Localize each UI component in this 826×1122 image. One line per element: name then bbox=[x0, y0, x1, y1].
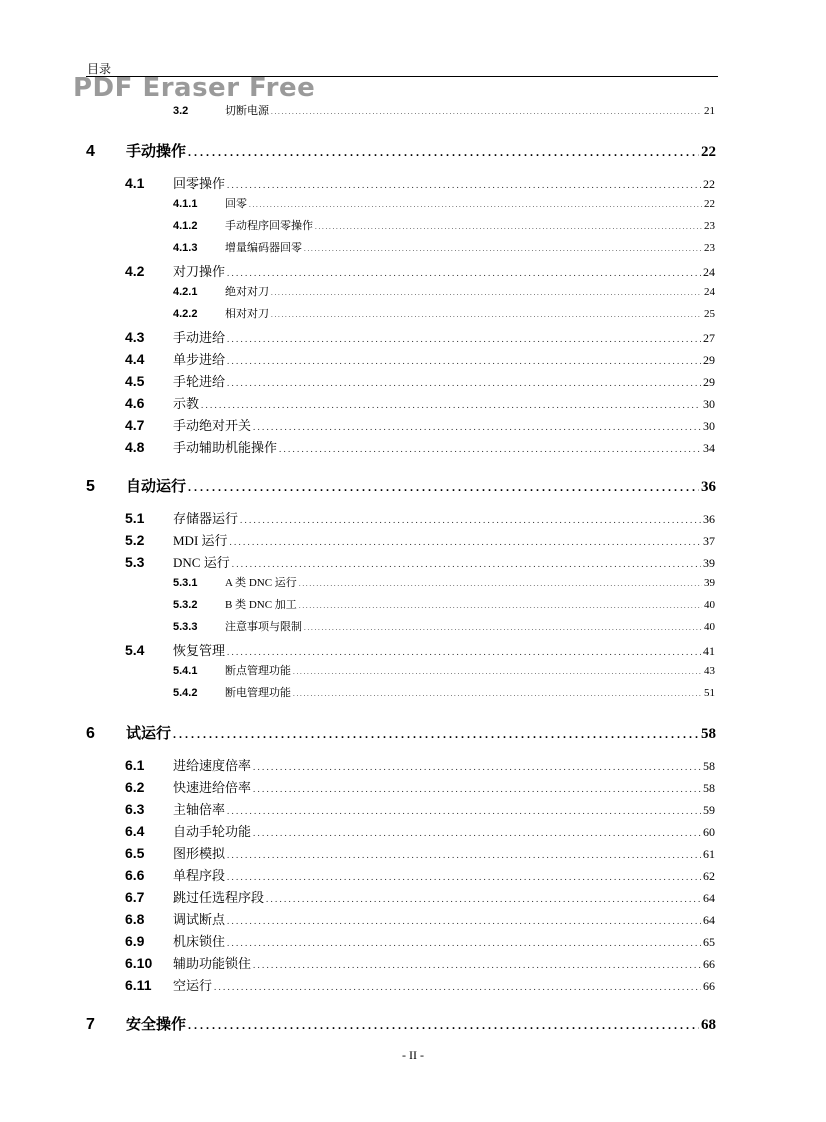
toc-entry-page: 36 bbox=[703, 512, 715, 526]
toc-entry[interactable] bbox=[125, 437, 715, 456]
toc-dot-leader bbox=[188, 480, 699, 495]
toc-entry-number: 4.1.2 bbox=[173, 220, 198, 232]
toc-entry-title: 自动手轮功能 bbox=[173, 824, 252, 839]
toc-entry[interactable] bbox=[86, 140, 716, 161]
toc-entry[interactable] bbox=[125, 777, 715, 796]
toc-entry[interactable] bbox=[125, 887, 715, 906]
toc-entry-number: 6.8 bbox=[125, 911, 145, 927]
toc-entry-number: 6.10 bbox=[125, 955, 153, 971]
toc-entry-page: 29 bbox=[703, 353, 715, 367]
header-label: 目录 bbox=[87, 62, 112, 76]
toc-entry-page: 60 bbox=[703, 825, 715, 839]
toc-entry-title: 示教 bbox=[173, 396, 200, 411]
toc-dot-leader bbox=[271, 108, 702, 116]
toc-entry-title: 调试断点 bbox=[173, 912, 226, 927]
toc-entry-page: 43 bbox=[704, 665, 715, 677]
toc-entry-number: 4.2.2 bbox=[173, 308, 198, 320]
toc-dot-leader bbox=[299, 580, 702, 588]
toc-entry-page: 22 bbox=[701, 144, 716, 160]
toc-entry[interactable] bbox=[173, 305, 715, 321]
toc-entry-title: 切断电源 bbox=[225, 105, 269, 117]
toc-entry-page: 66 bbox=[703, 957, 715, 971]
toc-dot-leader bbox=[232, 559, 701, 569]
toc-dot-leader bbox=[227, 180, 701, 190]
toc-entry-title: DNC 运行 bbox=[173, 555, 230, 570]
toc-entry-title: 手动进给 bbox=[173, 330, 226, 345]
toc-entry[interactable] bbox=[173, 662, 715, 678]
toc-entry-title: 试运行 bbox=[126, 724, 172, 742]
toc-entry-number: 7 bbox=[86, 1016, 95, 1033]
toc-entry-title: 对刀操作 bbox=[173, 264, 226, 279]
toc-entry[interactable] bbox=[173, 574, 715, 590]
toc-entry-number: 5.3 bbox=[125, 554, 145, 570]
toc-entry-page: 61 bbox=[703, 847, 715, 861]
toc-entry-title: 空运行 bbox=[173, 978, 213, 993]
toc-entry-page: 21 bbox=[704, 105, 715, 117]
toc-entry[interactable] bbox=[173, 217, 715, 233]
toc-dot-leader bbox=[227, 647, 701, 657]
toc-entry[interactable] bbox=[125, 173, 715, 192]
toc-entry-title: 注意事项与限制 bbox=[225, 621, 302, 633]
toc-entry[interactable] bbox=[125, 755, 715, 774]
toc-entry-title: 自动运行 bbox=[126, 477, 187, 495]
toc-entry-title: 相对对刀 bbox=[225, 308, 269, 320]
toc-entry-number: 4.4 bbox=[125, 351, 145, 367]
toc-dot-leader bbox=[227, 850, 701, 860]
toc-entry-page: 30 bbox=[703, 419, 715, 433]
toc-dot-leader bbox=[315, 223, 702, 231]
toc-entry-number: 3.2 bbox=[173, 105, 189, 117]
toc-entry-page: 25 bbox=[704, 308, 715, 320]
toc-entry-page: 34 bbox=[703, 441, 715, 455]
toc-entry-page: 39 bbox=[704, 577, 715, 589]
toc-dot-leader bbox=[249, 201, 702, 209]
toc-dot-leader bbox=[266, 894, 701, 904]
toc-dot-leader bbox=[227, 334, 701, 344]
toc-entry-page: 24 bbox=[704, 286, 715, 298]
toc-entry-page: 37 bbox=[703, 534, 715, 548]
toc-entry[interactable] bbox=[173, 239, 715, 255]
toc-entry-number: 6.5 bbox=[125, 845, 145, 861]
toc-entry-title: 回零操作 bbox=[173, 176, 226, 191]
toc-entry-page: 68 bbox=[701, 1017, 716, 1033]
toc-entry-title: 手动操作 bbox=[126, 142, 187, 160]
toc-dot-leader bbox=[253, 960, 701, 970]
toc-entry-title: 回零 bbox=[225, 198, 247, 210]
toc-entry[interactable] bbox=[173, 618, 715, 634]
toc-entry-title: 手动程序回零操作 bbox=[225, 220, 313, 232]
toc-entry[interactable] bbox=[125, 371, 715, 390]
toc-dot-leader bbox=[227, 916, 701, 926]
toc-entry[interactable] bbox=[125, 843, 715, 862]
toc-entry-page: 58 bbox=[701, 726, 716, 742]
toc-entry-number: 6.7 bbox=[125, 889, 145, 905]
toc-dot-leader bbox=[253, 828, 701, 838]
toc-entry-number: 6.2 bbox=[125, 779, 145, 795]
toc-entry-number: 6 bbox=[86, 725, 95, 742]
toc-dot-leader bbox=[293, 690, 702, 698]
toc-entry-title: 增量编码器回零 bbox=[225, 242, 302, 254]
toc-entry[interactable] bbox=[173, 102, 715, 118]
toc-entry-title: MDI 运行 bbox=[173, 533, 228, 548]
toc-entry-title: 单程序段 bbox=[173, 868, 226, 883]
toc-entry-page: 59 bbox=[703, 803, 715, 817]
toc-entry-number: 5.4.1 bbox=[173, 665, 198, 677]
toc-entry[interactable] bbox=[173, 283, 715, 299]
toc-entry-number: 6.3 bbox=[125, 801, 145, 817]
toc-dot-leader bbox=[253, 784, 701, 794]
toc-entry[interactable] bbox=[125, 393, 715, 412]
toc-dot-leader bbox=[293, 668, 702, 676]
toc-entry-title: A 类 DNC 运行 bbox=[225, 577, 297, 589]
toc-entry-number: 4.2.1 bbox=[173, 286, 198, 298]
toc-entry-number: 5.3.2 bbox=[173, 599, 198, 611]
toc-entry-page: 22 bbox=[704, 198, 715, 210]
toc-entry-number: 4 bbox=[86, 143, 95, 160]
toc-entry-page: 24 bbox=[703, 265, 715, 279]
toc-entry-number: 4.1.3 bbox=[173, 242, 198, 254]
toc-entry[interactable] bbox=[125, 327, 715, 346]
toc-entry[interactable] bbox=[125, 415, 715, 434]
toc-dot-leader bbox=[227, 268, 701, 278]
footer-page-number: - II - bbox=[402, 1048, 424, 1062]
toc-entry-title: 绝对对刀 bbox=[225, 286, 269, 298]
toc-entry[interactable] bbox=[125, 508, 715, 527]
toc-entry-page: 36 bbox=[701, 479, 716, 495]
toc-entry-number: 4.5 bbox=[125, 373, 145, 389]
toc-entry[interactable] bbox=[125, 865, 715, 884]
toc-entry-number: 6.11 bbox=[125, 977, 152, 993]
toc-dot-leader bbox=[173, 727, 699, 742]
toc-entry-page: 58 bbox=[703, 781, 715, 795]
toc-entry-title: 快速进给倍率 bbox=[173, 780, 252, 795]
toc-entry-page: 66 bbox=[703, 979, 715, 993]
toc-entry[interactable] bbox=[173, 195, 715, 211]
toc-entry[interactable] bbox=[125, 953, 715, 972]
toc-dot-leader bbox=[271, 289, 702, 297]
toc-entry-title: 断点管理功能 bbox=[225, 665, 291, 677]
toc-dot-leader bbox=[227, 378, 701, 388]
toc-dot-leader bbox=[201, 400, 701, 410]
toc-entry-page: 40 bbox=[704, 621, 715, 633]
toc-entry-page: 58 bbox=[703, 759, 715, 773]
toc-entry-page: 39 bbox=[703, 556, 715, 570]
toc-entry-number: 6.1 bbox=[125, 757, 145, 773]
toc-entry-page: 23 bbox=[704, 220, 715, 232]
toc-entry[interactable] bbox=[125, 552, 715, 571]
toc-entry-number: 5.4 bbox=[125, 642, 145, 658]
toc-entry-number: 6.4 bbox=[125, 823, 145, 839]
toc-entry-page: 30 bbox=[703, 397, 715, 411]
toc-entry-page: 40 bbox=[704, 599, 715, 611]
toc-entry-number: 4.3 bbox=[125, 329, 145, 345]
toc-entry-title: 主轴倍率 bbox=[173, 802, 226, 817]
toc-dot-leader bbox=[227, 356, 701, 366]
toc-entry-page: 65 bbox=[703, 935, 715, 949]
toc-entry-number: 4.1 bbox=[125, 175, 145, 191]
toc-dot-leader bbox=[253, 762, 701, 772]
toc-entry-number: 6.9 bbox=[125, 933, 145, 949]
toc-dot-leader bbox=[230, 537, 701, 547]
toc-entry[interactable] bbox=[86, 722, 716, 743]
toc-dot-leader bbox=[240, 515, 701, 525]
toc-entry-page: 22 bbox=[703, 177, 715, 191]
toc-entry-page: 29 bbox=[703, 375, 715, 389]
toc-entry[interactable] bbox=[125, 975, 715, 994]
toc-dot-leader bbox=[188, 1018, 699, 1033]
toc-entry[interactable] bbox=[125, 821, 715, 840]
toc-dot-leader bbox=[279, 444, 701, 454]
toc-entry-title: 进给速度倍率 bbox=[173, 758, 252, 773]
toc-entry-number: 6.6 bbox=[125, 867, 145, 883]
toc-entry-title: 单步进给 bbox=[173, 352, 226, 367]
toc-entry-page: 41 bbox=[703, 644, 715, 658]
toc-entry[interactable] bbox=[125, 640, 715, 659]
toc-entry-title: 机床锁住 bbox=[173, 934, 226, 949]
toc-entry-number: 5.3.1 bbox=[173, 577, 198, 589]
toc-entry-title: 辅助功能锁住 bbox=[173, 956, 252, 971]
toc-entry[interactable] bbox=[125, 909, 715, 928]
toc-entry-title: B 类 DNC 加工 bbox=[225, 599, 297, 611]
toc-dot-leader bbox=[304, 624, 702, 632]
toc-entry-title: 断电管理功能 bbox=[225, 687, 291, 699]
toc-entry-title: 手动绝对开关 bbox=[173, 418, 252, 433]
toc-dot-leader bbox=[188, 145, 699, 160]
toc-entry-title: 恢复管理 bbox=[173, 643, 226, 658]
toc-dot-leader bbox=[227, 872, 701, 882]
toc-entry-title: 图形模拟 bbox=[173, 846, 226, 861]
toc-entry-number: 4.6 bbox=[125, 395, 145, 411]
toc-dot-leader bbox=[227, 938, 701, 948]
toc-entry-number: 4.1.1 bbox=[173, 198, 198, 210]
toc-entry-number: 4.2 bbox=[125, 263, 145, 279]
toc-dot-leader bbox=[227, 806, 701, 816]
toc-entry-number: 5 bbox=[86, 478, 95, 495]
toc-dot-leader bbox=[214, 982, 701, 992]
toc-entry-number: 4.8 bbox=[125, 439, 145, 455]
toc-dot-leader bbox=[299, 602, 702, 610]
toc-entry[interactable] bbox=[125, 349, 715, 368]
toc-entry[interactable] bbox=[173, 684, 715, 700]
toc-entry-number: 4.7 bbox=[125, 417, 145, 433]
toc-entry[interactable] bbox=[173, 596, 715, 612]
toc-entry-title: 手轮进给 bbox=[173, 374, 226, 389]
toc-dot-leader bbox=[253, 422, 701, 432]
toc-entry-page: 64 bbox=[703, 913, 715, 927]
toc-entry[interactable] bbox=[125, 261, 715, 280]
toc-entry-number: 5.4.2 bbox=[173, 687, 198, 699]
toc-entry-page: 23 bbox=[704, 242, 715, 254]
toc-entry-page: 64 bbox=[703, 891, 715, 905]
toc-dot-leader bbox=[271, 311, 702, 319]
toc-entry-number: 5.1 bbox=[125, 510, 145, 526]
toc-entry[interactable] bbox=[86, 1013, 716, 1034]
toc-dot-leader bbox=[304, 245, 702, 253]
toc-entry[interactable] bbox=[86, 475, 716, 496]
toc-entry[interactable] bbox=[125, 799, 715, 818]
toc-entry-title: 安全操作 bbox=[126, 1015, 187, 1033]
toc-entry[interactable] bbox=[125, 931, 715, 950]
toc-entry-number: 5.3.3 bbox=[173, 621, 198, 633]
toc-entry-page: 51 bbox=[704, 687, 715, 699]
toc-entry-title: 手动辅助机能操作 bbox=[173, 440, 278, 455]
toc-entry-page: 27 bbox=[703, 331, 715, 345]
toc-entry[interactable] bbox=[125, 530, 715, 549]
toc-entry-number: 5.2 bbox=[125, 532, 145, 548]
toc-entry-title: 存储器运行 bbox=[173, 511, 239, 526]
toc-entry-page: 62 bbox=[703, 869, 715, 883]
watermark: PDF Eraser Free bbox=[73, 73, 316, 103]
toc-entry-title: 跳过任选程序段 bbox=[173, 890, 265, 905]
